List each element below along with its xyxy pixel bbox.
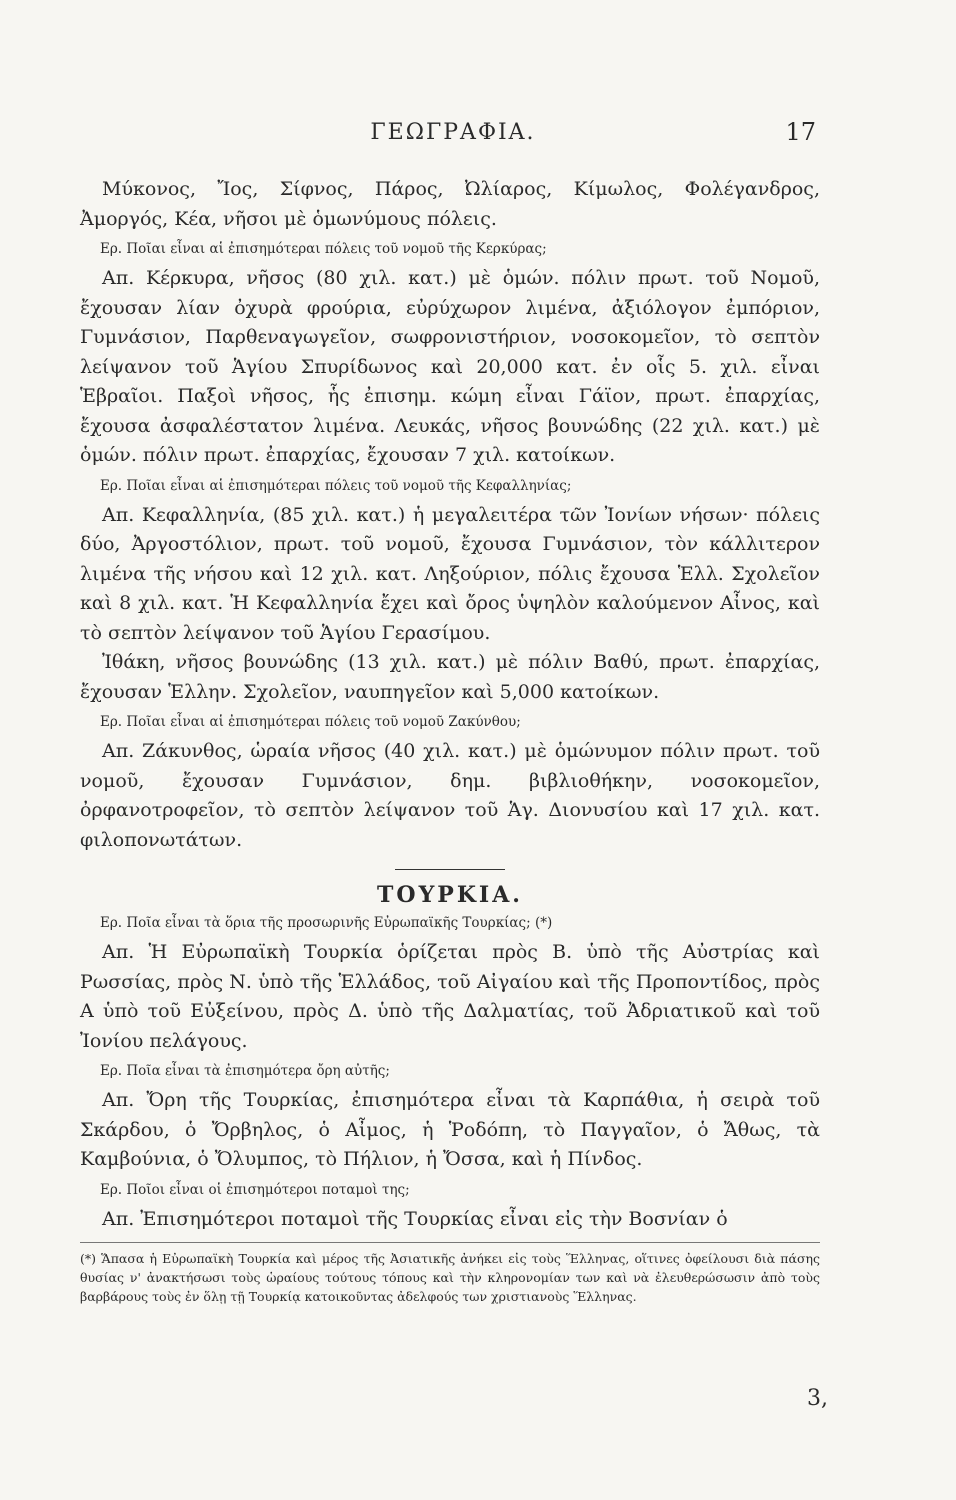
page-header <box>90 118 816 158</box>
paragraph-islands: Μύκονος, Ἴος, Σίφνος, Πάρος, Ὠλίαρος, Κίμωλος, Φολέγανδρος, Ἀμοργός, Κέα, νῆσοι μὲ ὁμωνύμους πόλεις. <box>80 178 820 230</box>
answer-turkey-rivers: Απ. Ἐπισημότεροι ποταμοὶ τῆς Τουρκίας εἶναι εἰς τὴν Βοσνίαν ὁ <box>102 1207 728 1230</box>
question-turkey-rivers: Ερ. Ποῖοι εἶναι οἱ ἐπισημότεροι ποταμοὶ της; <box>100 1181 410 1198</box>
question-kefallinia: Ερ. Ποῖαι εἶναι αἱ ἐπισημότεραι πόλεις τοῦ νομοῦ τῆς Κεφαλληνίας; <box>100 477 572 494</box>
answer-turkey-borders: Απ. Ἡ Εὐρωπαϊκὴ Τουρκία ὁρίζεται πρὸς Β. ὑπὸ τῆς Αὐστρίας καὶ Ρωσσίας, πρὸς Ν. ὑπὸ τῆς Ἑλλάδος, τοῦ Αἰγαίου καὶ τῆς Προποντίδος, πρὸς Α ὑπὸ τοῦ Εὐξείνου, πρὸς Δ. ὑπὸ τῆς Δαλματίας, τοῦ Ἀδριατικοῦ καὶ τοῦ Ἰονίου πελάγους. <box>80 941 820 1052</box>
question-zakynthos: Ερ. Ποῖαι εἶναι αἱ ἐπισημότεραι πόλεις τοῦ νομοῦ Ζακύνθου; <box>100 714 521 730</box>
question-kerkyra: Ερ. Ποῖαι εἶναι αἱ ἐπισημότεραι πόλεις τοῦ νομοῦ τῆς Κερκύρας; <box>100 241 547 257</box>
signature-mark: 3, <box>807 1386 828 1411</box>
running-title: ΓΕΩΓΡΑΦΙΑ. <box>370 120 536 145</box>
answer-kerkyra: Απ. Κέρκυρα, νῆσος (80 χιλ. κατ.) μὲ ὁμών. πόλιν πρωτ. τοῦ Νομοῦ, ἔχουσαν λίαν ὀχυρὰ φρούρια, εὐρύχωρον λιμένα, ἀξιόλογον ἐμπόριον, Γυμνάσιον, Παρθεναγωγεῖον, σωφρονιστήριον, νοσοκομεῖον, τὸ σεπτὸν λείψανον τοῦ Ἁγίου Σπυρίδωνος καὶ 20,000 κατ. ἐν οἷς 5. χιλ. εἶναι Ἑβραῖοι. Παξοὶ νῆσος, ἧς ἐπισημ. κώμη εἶναι Γάϊον, πρωτ. ἐπαρχίας, ἔχουσα ἀσφαλέστατον λιμένα. Λευκάς, νῆσος βουνώδης (22 χιλ. κατ.) μὲ ὁμών. πόλιν πρωτ. ἐπαρχίας, ἔχουσαν 7 χιλ. κατοίκων. <box>80 267 820 466</box>
question-turkey-borders: Ερ. Ποῖα εἶναι τὰ ὅρια τῆς προσωρινῆς Εὐρωπαϊκῆς Τουρκίας; (*) <box>100 915 553 931</box>
section-divider <box>395 869 505 870</box>
answer-zakynthos: Απ. Ζάκυνθος, ὡραία νῆσος (40 χιλ. κατ.) μὲ ὁμώνυμον πόλιν πρωτ. τοῦ νομοῦ, ἔχουσαν Γυμνάσιον, δημ. βιβλιοθήκην, νοσοκομεῖον, ὀρφανοτροφεῖον, τὸ σεπτὸν λείψανον τοῦ Ἁγ. Διονυσίου καὶ 17 χιλ. κατ. φιλοπονωτάτων. <box>80 740 820 851</box>
question-turkey-mountains: Ερ. Ποῖα εἶναι τὰ ἐπισημότερα ὄρη αὐτῆς; <box>100 1063 390 1079</box>
page-body <box>80 175 820 1306</box>
footnote-divider <box>80 1242 820 1243</box>
footnote: (*) Ἅπασα ἡ Εὐρωπαϊκὴ Τουρκία καὶ μέρος τῆς Ἀσιατικῆς ἀνήκει εἰς τοὺς Ἕλληνας, οἵτινες ὀφείλουσι διὰ πάσης θυσίας ν' ἀνακτήσωσι τοὺς ὡραίους τούτους τόπους καὶ τὴν κληρονομίαν των καὶ νὰ ἐλευθερώσωσιν ἀπὸ τοὺς βαρβάρους τοὺς ἐν ὅλῃ τῇ Τουρκίᾳ κατοικοῦντας ἀδελφούς των χριστιανοὺς Ἕλληνας. <box>80 1251 820 1304</box>
section-title: ΤΟΥΡΚΙΑ. <box>377 882 523 908</box>
answer-turkey-mountains: Απ. Ὄρη τῆς Τουρκίας, ἐπισημότερα εἶναι τὰ Καρπάθια, ἡ σειρὰ τοῦ Σκάρδου, ὁ Ὄρβηλος, ὁ Αἶμος, ἡ Ῥοδόπη, τὸ Παγγαῖον, ὁ Ἄθως, τὰ Καμβούνια, ὁ Ὄλυμπος, τὸ Πήλιον, ἡ Ὄσσα, καὶ ἡ Πίνδος. <box>80 1089 820 1170</box>
paragraph-ithaki: Ἰθάκη, νῆσος βουνώδης (13 χιλ. κατ.) μὲ πόλιν Βαθύ, πρωτ. ἐπαρχίας, ἔχουσαν Ἑλλην. Σχολεῖον, ναυπηγεῖον καὶ 5,000 κατοίκων. <box>80 651 820 703</box>
page-number: 17 <box>785 118 816 146</box>
answer-kefallinia: Απ. Κεφαλληνία, (85 χιλ. κατ.) ἡ μεγαλειτέρα τῶν Ἰονίων νήσων· πόλεις δύο, Ἀργοστόλιον, πρωτ. τοῦ νομοῦ, ἔχουσα Γυμνάσιον, τὸν κάλλιτερον λιμένα τῆς νήσου καὶ 12 χιλ. κατ. Ληξούριον, πόλις ἔχουσα Ἑλλ. Σχολεῖον καὶ 8 χιλ. κατ. Ἡ Κεφαλληνία ἔχει καὶ ὄρος ὑψηλὸν καλούμενον Αἶνος, καὶ τὸ σεπτὸν λείψανον τοῦ Ἁγίου Γερασίμου. <box>80 503 820 644</box>
